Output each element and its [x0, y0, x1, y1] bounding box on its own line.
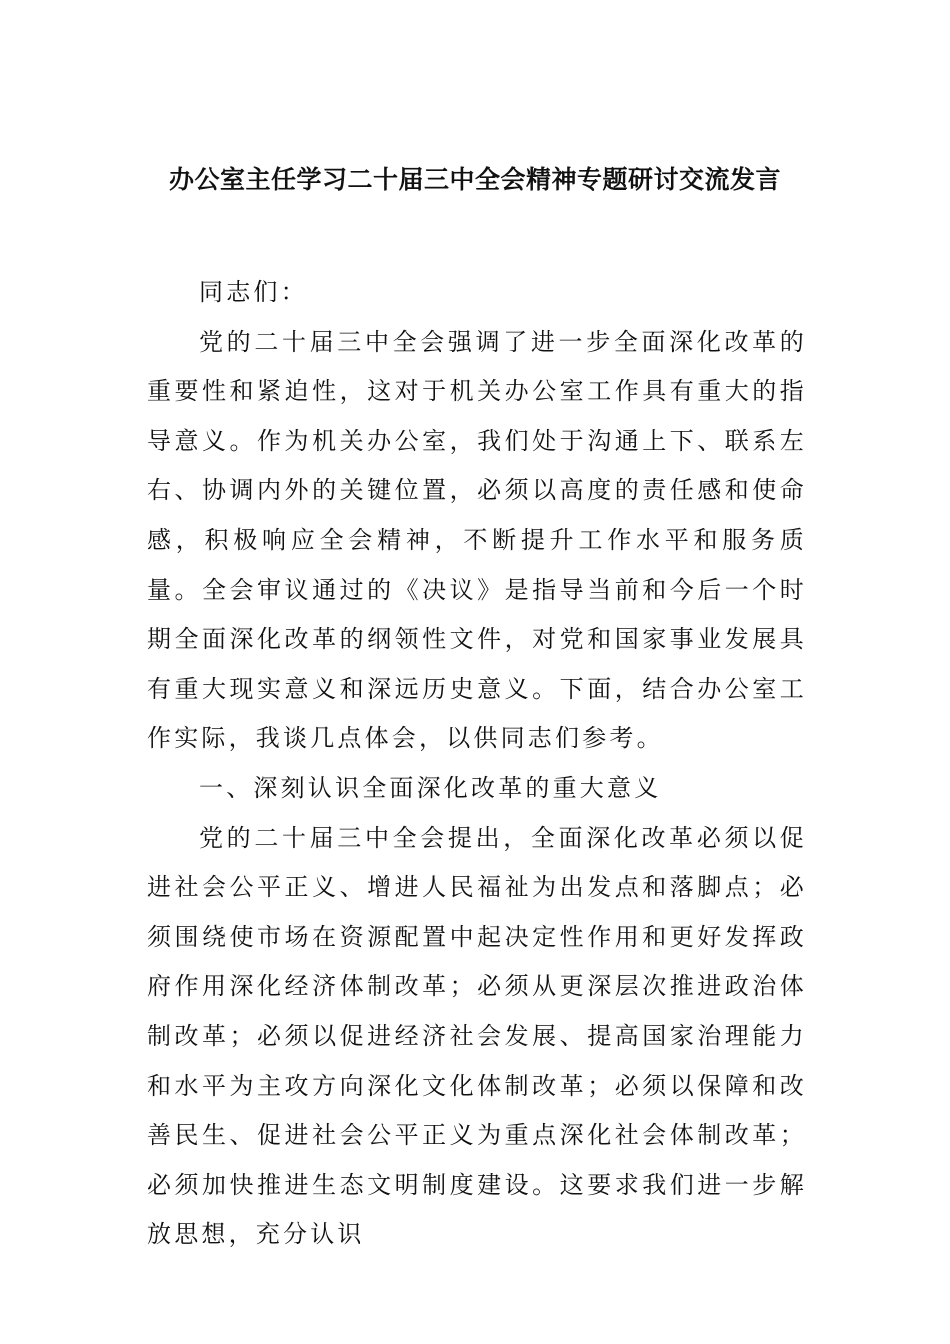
paragraph-section-1: 党的二十届三中全会提出，全面深化改革必须以促进社会公平正义、增进人民福祉为出发点和落脚点；必须围绕使市场在资源配置中起决定性作用和更好发挥政府作用深化经济体制改革；必须从更深层次推进政治体制改革；必须以促进经济社会发展、提高国家治理能力和水平为主攻方向深化文化体制改革；必须以保障和改善民生、促进社会公平正义为重点深化社会体制改革；必须加快推进生态文明制度建设。这要求我们进一步解放思想，充分认识 — [147, 823, 807, 1249]
paragraph-intro: 党的二十届三中全会强调了进一步全面深化改革的重要性和紧迫性，这对于机关办公室工作具有重大的指导意义。作为机关办公室，我们处于沟通上下、联系左右、协调内外的关键位置，必须以高度的责任感和使命感，积极响应全会精神，不断提升工作水平和服务质量。全会审议通过的《决议》是指导当前和今后一个时期全面深化改革的纲领性文件，对党和国家事业发展具有重大现实意义和深远历史意义。下面，结合办公室工作实际，我谈几点体会，以供同志们参考。 — [147, 327, 807, 753]
salutation: 同志们： — [199, 278, 308, 306]
section-heading: 一、深刻认识全面深化改革的重大意义 — [199, 773, 662, 802]
document-body — [147, 268, 807, 1260]
document-title: 办公室主任学习二十届三中全会精神专题研讨交流发言 — [168, 165, 781, 194]
